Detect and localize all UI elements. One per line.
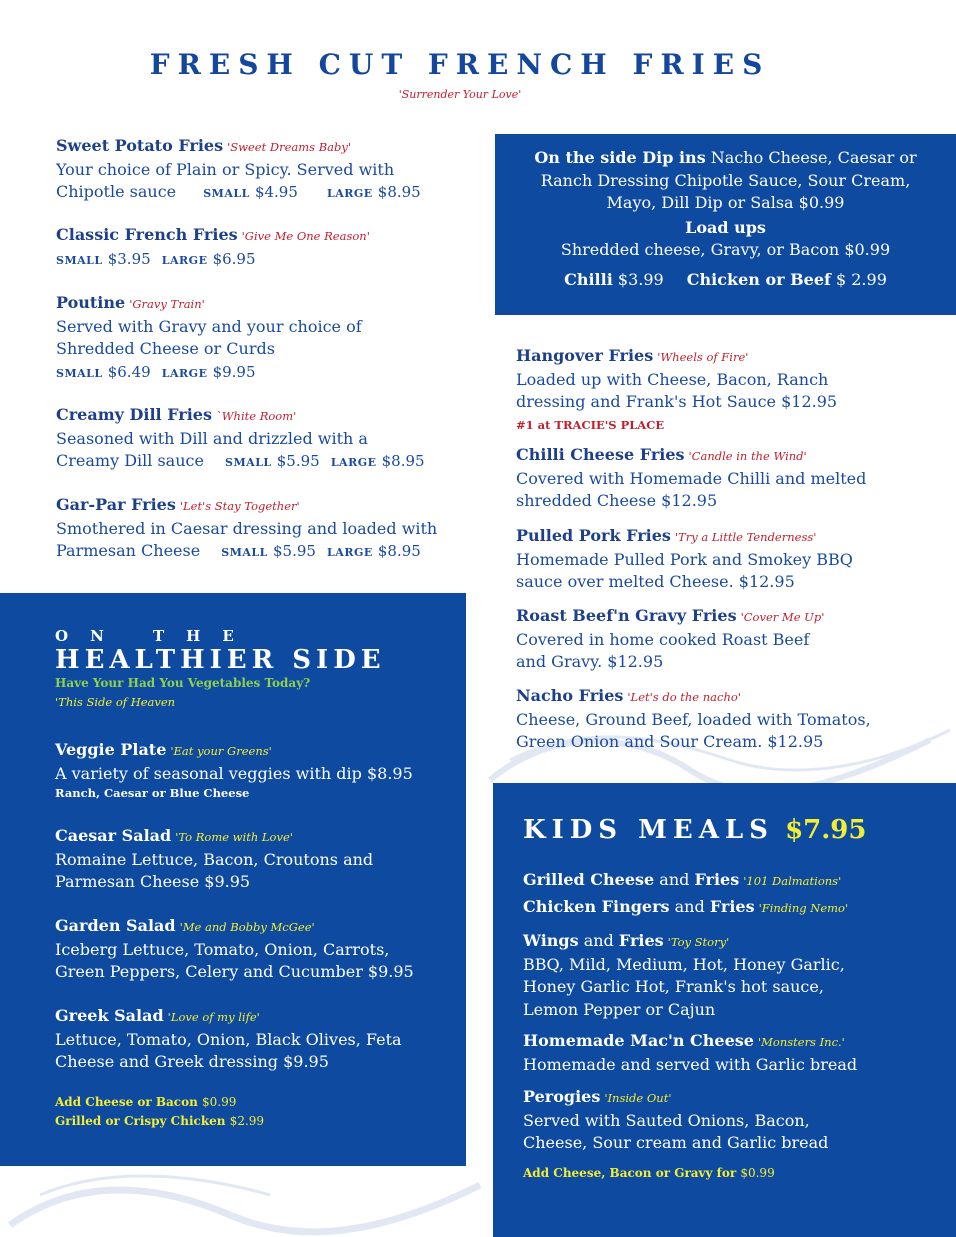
item-description: Covered in home cooked Roast Beef	[516, 629, 810, 649]
price-large: $8.95	[377, 183, 421, 201]
item-description: A variety of seasonal veggies with dip $8.95	[55, 763, 413, 783]
item-description: Covered with Homemade Chilli and melted	[516, 468, 867, 488]
song-title: 'Try a Little Tenderness'	[674, 530, 817, 544]
song-title: 'Monsters Inc.'	[757, 1035, 845, 1049]
item-description: Your choice of Plain or Spicy. Served with	[56, 159, 395, 179]
price-large: $6.95	[212, 249, 256, 268]
song-title: 'Let's Stay Together'	[179, 499, 300, 513]
song-title: '101 Dalmations'	[743, 874, 842, 888]
item-description: Seasoned with Dill and drizzled with a	[56, 428, 368, 448]
price-large: $8.95	[381, 452, 425, 470]
item-description: Homemade Pulled Pork and Smokey BBQ	[516, 549, 853, 569]
price-small: $6.49	[107, 362, 151, 381]
item-description: and Gravy. $12.95	[516, 652, 664, 671]
section-song: 'This Side of Heaven	[55, 695, 176, 709]
item-name: Perogies	[523, 1087, 601, 1106]
price-small: $5.95	[273, 542, 316, 560]
song-title: 'Love of my life'	[167, 1010, 260, 1024]
item-description: Homemade and served with Garlic bread	[523, 1054, 858, 1074]
item-name: Fries	[618, 931, 664, 950]
healthier-side-panel	[0, 593, 466, 1166]
item-description: Loaded up with Cheese, Bacon, Ranch	[516, 369, 829, 389]
menu-item-hangover-fries	[516, 345, 946, 436]
item-name: Classic French Fries	[56, 225, 238, 244]
menu-item-classic-french-fries	[56, 224, 486, 272]
kids-addons	[523, 1164, 775, 1183]
side-dips-panel	[495, 134, 956, 315]
decorative-swirl-bottom	[0, 1165, 493, 1237]
song-title: 'Candle in the Wind'	[688, 449, 807, 463]
item-name: Nacho Fries	[516, 686, 624, 705]
item-name: Veggie Plate	[55, 740, 167, 759]
item-name: Pulled Pork Fries	[516, 526, 671, 545]
price-small: $3.95	[107, 249, 151, 268]
item-name: Gar-Par Fries	[56, 495, 176, 514]
menu-item-poutine	[56, 292, 486, 385]
item-description: dressing and Frank's Hot Sauce $12.95	[516, 392, 838, 411]
item-description: Parmesan Cheese	[56, 541, 201, 560]
section-subtitle: Have Your Had You Vegetables Today?	[55, 676, 311, 690]
menu-item-roast-beef-gravy-fries	[516, 605, 946, 674]
item-name: Sweet Potato Fries	[56, 136, 224, 155]
menu-item-chilli-cheese-fries	[516, 444, 946, 513]
item-name: Creamy Dill Fries	[56, 405, 212, 424]
loadups-text: Shredded cheese, Gravy, or Bacon $0.99	[560, 240, 891, 259]
item-description: Creamy Dill sauce	[56, 451, 204, 470]
kids-meals-panel	[493, 783, 956, 1237]
item-name: Grilled Cheese	[523, 870, 655, 889]
item-description: Cheese and Greek dressing $9.95	[55, 1052, 329, 1071]
song-title: 'Me and Bobby McGee'	[179, 920, 315, 934]
item-description: Lettuce, Tomato, Onion, Black Olives, Feta	[55, 1029, 402, 1049]
size-small-label: SMALL	[225, 456, 272, 469]
kids-item-grilled-cheese	[523, 869, 953, 893]
item-description: Served with Sauted Onions, Bacon,	[523, 1110, 810, 1130]
connector: and	[674, 897, 705, 916]
menu-item-garden-salad	[55, 915, 465, 984]
size-large-label: LARGE	[326, 187, 373, 200]
song-title: 'Cover Me Up'	[740, 610, 825, 624]
item-name: Fries	[694, 870, 740, 889]
song-title: 'Finding Nemo'	[758, 901, 849, 915]
item-description: Cheese, Ground Beef, loaded with Tomatos,	[516, 709, 871, 729]
connector: and	[659, 870, 690, 889]
item-description: sauce over melted Cheese. $12.95	[516, 572, 795, 591]
song-title: 'To Rome with Love'	[175, 830, 293, 844]
item-description: Iceberg Lettuce, Tomato, Onion, Carrots,	[55, 939, 390, 959]
healthier-addons	[55, 1093, 264, 1131]
item-description: Chipotle sauce	[56, 182, 177, 201]
item-name: Poutine	[56, 293, 126, 312]
item-description: Green Peppers, Celery and Cucumber $9.95	[55, 962, 414, 981]
size-small-label: SMALL	[203, 187, 250, 200]
chilli-price: $3.99	[617, 269, 664, 289]
price-large: $8.95	[377, 542, 421, 560]
size-small-label: SMALL	[221, 546, 268, 559]
page-title: FRESH CUT FRENCH FRIES	[149, 48, 771, 81]
menu-item-nacho-fries	[516, 685, 946, 754]
price-small: $5.95	[276, 452, 320, 470]
menu-item-caesar-salad	[55, 825, 465, 894]
item-name: Wings	[523, 931, 579, 950]
item-description: Smothered in Caesar dressing and loaded with	[56, 518, 438, 538]
section-title: KIDS MEALS	[523, 815, 774, 845]
price-small: $4.95	[254, 183, 298, 201]
item-description: Parmesan Cheese $9.95	[55, 872, 251, 891]
song-title: `White Room'	[215, 409, 297, 423]
song-title: 'Sweet Dreams Baby'	[227, 140, 352, 154]
menu-item-pulled-pork-fries	[516, 525, 946, 594]
item-description: Lemon Pepper or Cajun	[523, 999, 716, 1019]
connector: and	[583, 931, 614, 950]
section-title: HEALTHIER SIDE	[55, 645, 386, 675]
chicken-label: Chicken or Beef	[686, 269, 831, 289]
song-title: 'Wheels of Fire'	[657, 350, 749, 364]
dip-text: Ranch Dressing Chipotle Sauce, Sour Cream,	[540, 170, 911, 190]
loadups-label: Load ups	[685, 217, 766, 237]
size-small-label: SMALL	[56, 253, 103, 267]
item-name: Caesar Salad	[55, 826, 172, 845]
kids-item-chicken-fingers	[523, 896, 953, 920]
item-description: Romaine Lettuce, Bacon, Croutons and	[55, 849, 374, 869]
size-large-label: LARGE	[327, 546, 373, 559]
item-description: Shredded Cheese or Curds	[56, 339, 275, 358]
item-description: shredded Cheese $12.95	[516, 491, 718, 510]
item-note: Ranch, Caesar or Blue Cheese	[55, 786, 250, 800]
item-description: Cheese, Sour cream and Garlic bread	[523, 1133, 829, 1152]
song-title: 'Give Me One Reason'	[241, 229, 370, 243]
menu-item-gar-par-fries	[56, 494, 486, 565]
item-description: Green Onion and Sour Cream. $12.95	[516, 732, 824, 751]
price-large: $9.95	[212, 362, 256, 381]
item-description: BBQ, Mild, Medium, Hot, Honey Garlic,	[523, 954, 845, 974]
dip-label: On the side Dip ins	[534, 148, 706, 167]
item-name: Garden Salad	[55, 916, 176, 935]
item-name: Chilli Cheese Fries	[516, 445, 685, 464]
item-name: Greek Salad	[55, 1006, 164, 1025]
size-large-label: LARGE	[161, 253, 208, 267]
chicken-price: $ 2.99	[835, 269, 887, 289]
size-large-label: LARGE	[161, 366, 208, 380]
addon-price: $0.99	[740, 1166, 775, 1180]
kids-item-wings	[523, 930, 953, 1021]
kids-price: $7.95	[785, 815, 867, 845]
song-title: 'Inside Out'	[604, 1091, 672, 1105]
addon-price: $2.99	[229, 1114, 265, 1128]
dip-text: Nacho Cheese, Caesar or	[710, 148, 917, 167]
song-title: 'Toy Story'	[667, 935, 730, 949]
size-large-label: LARGE	[330, 456, 377, 469]
item-name: Homemade Mac'n Cheese	[523, 1031, 754, 1050]
item-name: Fries	[709, 897, 755, 916]
size-small-label: SMALL	[56, 366, 103, 380]
kids-item-mac-cheese	[523, 1030, 953, 1076]
addon-label: Add Cheese, Bacon or Gravy for	[523, 1166, 737, 1180]
kids-item-perogies	[523, 1086, 953, 1155]
addon-label: Add Cheese or Bacon	[55, 1095, 198, 1109]
chilli-label: Chilli	[564, 269, 613, 289]
page-tagline: 'Surrender Your Love'	[398, 88, 522, 101]
item-name: Roast Beef'n Gravy Fries	[516, 606, 737, 625]
song-title: 'Let's do the nacho'	[627, 690, 741, 704]
menu-item-sweet-potato-fries	[56, 135, 486, 206]
item-description: Served with Gravy and your choice of	[56, 316, 362, 336]
song-title: 'Eat your Greens'	[170, 744, 272, 758]
section-pre-title: ON THE	[55, 627, 256, 645]
menu-item-creamy-dill-fries	[56, 404, 486, 475]
item-description: Honey Garlic Hot, Frank's hot sauce,	[523, 977, 824, 996]
menu-item-veggie-plate	[55, 739, 465, 801]
item-name: Chicken Fingers	[523, 897, 670, 916]
dip-text: Mayo, Dill Dip or Salsa $0.99	[606, 193, 845, 212]
popular-note: #1 at TRACIE'S PLACE	[516, 417, 665, 432]
addon-label: Grilled or Crispy Chicken	[55, 1114, 226, 1128]
item-name: Hangover Fries	[516, 346, 654, 365]
song-title: 'Gravy Train'	[129, 297, 205, 311]
addon-price: $0.99	[202, 1095, 237, 1109]
menu-item-greek-salad	[55, 1005, 465, 1074]
